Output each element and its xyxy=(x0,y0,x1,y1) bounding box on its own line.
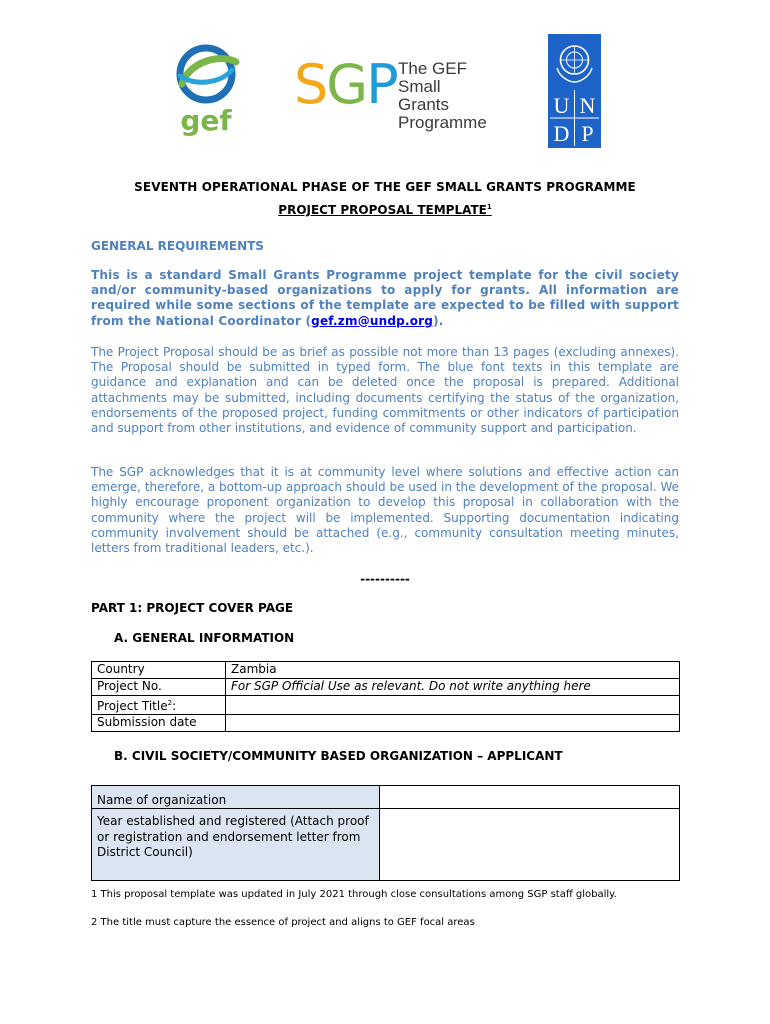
country-value[interactable]: Zambia xyxy=(226,662,680,679)
project-title-value[interactable] xyxy=(226,696,680,715)
general-requirements-intro: This is a standard Small Grants Programme project template for the civil society and/or community-based organizations to apply for grants. All information are required while some sections of the template are expected to be filled with support from the National Coordinator (gef.zm@undp.org). xyxy=(91,268,679,328)
footnote-ref-1[interactable]: 1 xyxy=(486,203,492,211)
undp-letter-d: D xyxy=(553,121,570,146)
document-title: SEVENTH OPERATIONAL PHASE OF THE GEF SMALL GRANTS PROGRAMME xyxy=(134,180,636,194)
coordinator-email-link[interactable]: gef.zm@undp.org xyxy=(311,313,434,328)
document-subtitle: PROJECT PROPOSAL TEMPLATE$^1$ xyxy=(278,203,492,217)
undp-letter-u: U xyxy=(553,93,570,118)
sgp-letter-s: S xyxy=(294,53,327,116)
submission-date-label: Submission date xyxy=(92,715,226,732)
part1-heading: PART 1: PROJECT COVER PAGE xyxy=(91,601,294,615)
undp-letter-n: N xyxy=(579,93,596,118)
table-row xyxy=(92,662,680,679)
proposal-length-paragraph: The Project Proposal should be as brief as possible not more than 13 pages (excluding annexes). The Proposal should be submitted in typed form. The blue font texts in this template are guidance and explanation and can be deleted once the proposal is prepared. Additional attachments may be submitted, including documents certifying the status of the organization, endorsements of the proposed project, funding commitments or other indicators of participation and support from other institutions, and evidence of community support and participation. xyxy=(91,345,679,436)
section-a-heading: A. GENERAL INFORMATION xyxy=(114,631,295,645)
country-label: Country xyxy=(92,662,226,679)
section-separator: ---------- xyxy=(360,572,410,586)
sgp-logo-text: The GEF Small Grants Programme xyxy=(398,59,487,132)
undp-letter-p: P xyxy=(581,121,594,146)
table-row xyxy=(92,715,680,732)
organization-name-label: Name of organization xyxy=(92,786,380,809)
project-no-value[interactable]: For SGP Official Use as relevant. Do not write anything here xyxy=(226,679,680,696)
organization-name-value[interactable] xyxy=(380,786,680,809)
footnote-2: 2 The title must capture the essence of project and aligns to GEF focal areas xyxy=(91,917,475,928)
footnote-ref-2[interactable]: 2 xyxy=(167,699,173,707)
project-no-label: Project No. xyxy=(92,679,226,696)
section-b-heading: B. CIVIL SOCIETY/COMMUNITY BASED ORGANIZATION – APPLICANT xyxy=(114,749,563,763)
sgp-letter-p: P xyxy=(366,53,397,116)
sgp-letter-g: G xyxy=(326,53,367,116)
community-involvement-paragraph: The SGP acknowledges that it is at community level where solutions and effective action can emerge, therefore, a bottom-up approach should be used in the development of the proposal. We highly encourage proponent organization to develop this proposal in collaboration with the community where the project will be implemented. Supporting documentation indicating community involvement should be attached (e.g., community consultation meeting minutes, letters from traditional leaders, etc.). xyxy=(91,465,679,556)
table-row xyxy=(92,679,680,696)
table-row xyxy=(92,809,680,881)
footnote-1: 1 This proposal template was updated in July 2021 through close consultations among SGP staff globally. xyxy=(91,889,617,900)
year-established-label: Year established and registered (Attach proof or registration and endorsement letter from District Council) xyxy=(92,809,380,881)
table-row xyxy=(92,696,680,715)
general-information-table xyxy=(91,661,680,732)
gef-logo-text: gef xyxy=(180,104,232,136)
undp-logo xyxy=(548,34,601,148)
submission-date-value[interactable] xyxy=(226,715,680,732)
table-row xyxy=(92,786,680,809)
gef-logo xyxy=(170,40,242,136)
general-requirements-heading: GENERAL REQUIREMENTS xyxy=(91,239,264,253)
sgp-logo xyxy=(294,50,494,132)
project-title-label: Project Title$^2$: xyxy=(92,696,226,715)
header-logos xyxy=(0,0,770,160)
year-established-value[interactable] xyxy=(380,809,680,881)
applicant-table xyxy=(91,785,680,881)
